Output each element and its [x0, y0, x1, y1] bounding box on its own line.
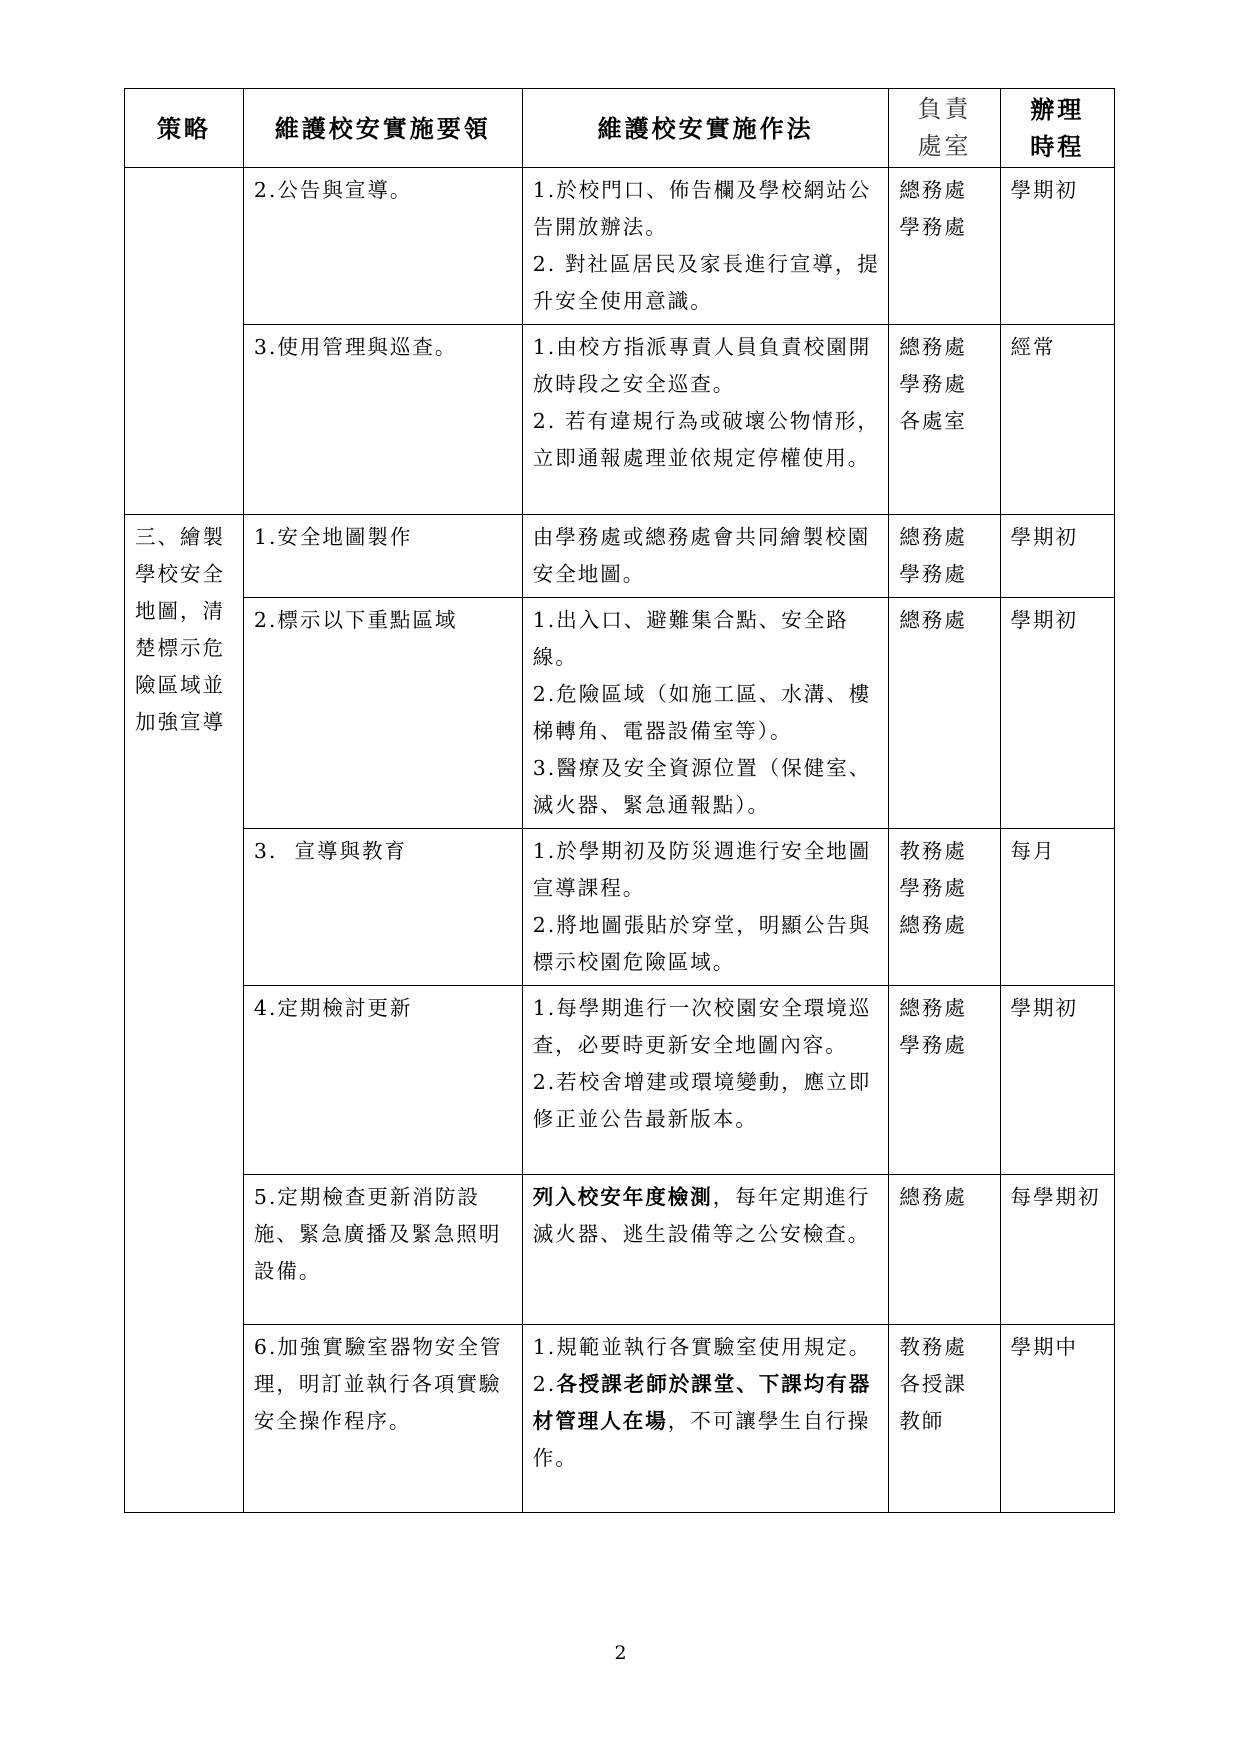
office-cell: 總務處 — [889, 1175, 1000, 1325]
office-cell: 教務處 學務處 總務處 — [889, 829, 1000, 986]
table-row — [125, 168, 1115, 325]
schedule-cell: 學期初 — [1000, 986, 1114, 1175]
method-cell: 1.每學期進行一次校園安全環境巡查，必要時更新安全地圖內容。 2.若校舍增建或環境變動，應立即修正並公告最新版本。 — [522, 986, 889, 1175]
page-number: 2 — [614, 1642, 627, 1664]
method-cell: 1.規範並執行各實驗室使用規定。 2.各授課老師於課堂、下課均有器材管理人在場，不可讓學生自行操作。 — [522, 1325, 889, 1513]
office-cell: 總務處 學務處 — [889, 168, 1000, 325]
method-cell: 1.出入口、避難集合點、安全路線。 2.危險區域（如施工區、水溝、樓梯轉角、電器設備室等）。 3.醫療及安全資源位置（保健室、滅火器、緊急通報點）。 — [522, 598, 889, 829]
method-cell: 1.於學期初及防災週進行安全地圖宣導課程。 2.將地圖張貼於穿堂，明顯公告與標示校園危險區域。 — [522, 829, 889, 986]
schedule-cell: 學期中 — [1000, 1325, 1114, 1513]
office-cell: 總務處 學務處 — [889, 986, 1000, 1175]
table-row — [125, 986, 1115, 1175]
office-cell: 總務處 學務處 — [889, 515, 1000, 598]
key-point-cell: 6.加強實驗室器物安全管理，明訂並執行各項實驗安全操作程序。 — [243, 1325, 522, 1513]
header-row — [125, 89, 1115, 168]
table-row — [125, 1175, 1115, 1325]
method-cell: 1.於校門口、佈告欄及學校網站公告開放辦法。 2. 對社區居民及家長進行宣導，提升安全使用意識。 — [522, 168, 889, 325]
method-bold-text: 列入校安年度檢測 — [532, 1185, 713, 1209]
school-safety-plan-table — [124, 88, 1115, 1513]
method-cell: 由學務處或總務處會共同繪製校園安全地圖。 — [522, 515, 889, 598]
schedule-cell: 每學期初 — [1000, 1175, 1114, 1325]
office-cell: 總務處 — [889, 598, 1000, 829]
table-row — [125, 829, 1115, 986]
table-row — [125, 598, 1115, 829]
method-cell: 列入校安年度檢測，每年定期進行滅火器、逃生設備等之公安檢查。 — [522, 1175, 889, 1325]
key-point-cell: 3.使用管理與巡查。 — [243, 325, 522, 515]
schedule-cell: 學期初 — [1000, 515, 1114, 598]
method-cell: 1.由校方指派專責人員負責校園開放時段之安全巡查。 2. 若有違規行為或破壞公物情形，立即通報處理並依規定停權使用。 — [522, 325, 889, 515]
schedule-cell: 每月 — [1000, 829, 1114, 986]
schedule-cell: 學期初 — [1000, 168, 1114, 325]
schedule-cell: 經常 — [1000, 325, 1114, 515]
office-cell: 教務處 各授課 教師 — [889, 1325, 1000, 1513]
key-point-cell: 5.定期檢查更新消防設施、緊急廣播及緊急照明設備。 — [243, 1175, 522, 1325]
schedule-cell: 學期初 — [1000, 598, 1114, 829]
header-strategy: 策略 — [125, 89, 244, 168]
table-row — [125, 325, 1115, 515]
table-row — [125, 515, 1115, 598]
table-row — [125, 1325, 1115, 1513]
key-point-cell: 3. 宣導與教育 — [243, 829, 522, 986]
header-methods: 維護校安實施作法 — [522, 89, 889, 168]
key-point-cell: 4.定期檢討更新 — [243, 986, 522, 1175]
strategy-cell: 三、繪製學校安全地圖，清楚標示危險區域並加強宣導 — [125, 515, 244, 1513]
office-cell: 總務處 學務處 各處室 — [889, 325, 1000, 515]
method-bold-text: 各授課老師於課堂、下課均有器材管理人在場 — [532, 1372, 872, 1433]
key-point-cell: 1.安全地圖製作 — [243, 515, 522, 598]
strategy-cell-empty — [125, 168, 244, 515]
header-office: 負責 處室 — [889, 89, 1000, 168]
key-point-cell: 2.標示以下重點區域 — [243, 598, 522, 829]
key-point-cell: 2.公告與宣導。 — [243, 168, 522, 325]
header-key-points: 維護校安實施要領 — [243, 89, 522, 168]
header-schedule: 辦理 時程 — [1000, 89, 1114, 168]
